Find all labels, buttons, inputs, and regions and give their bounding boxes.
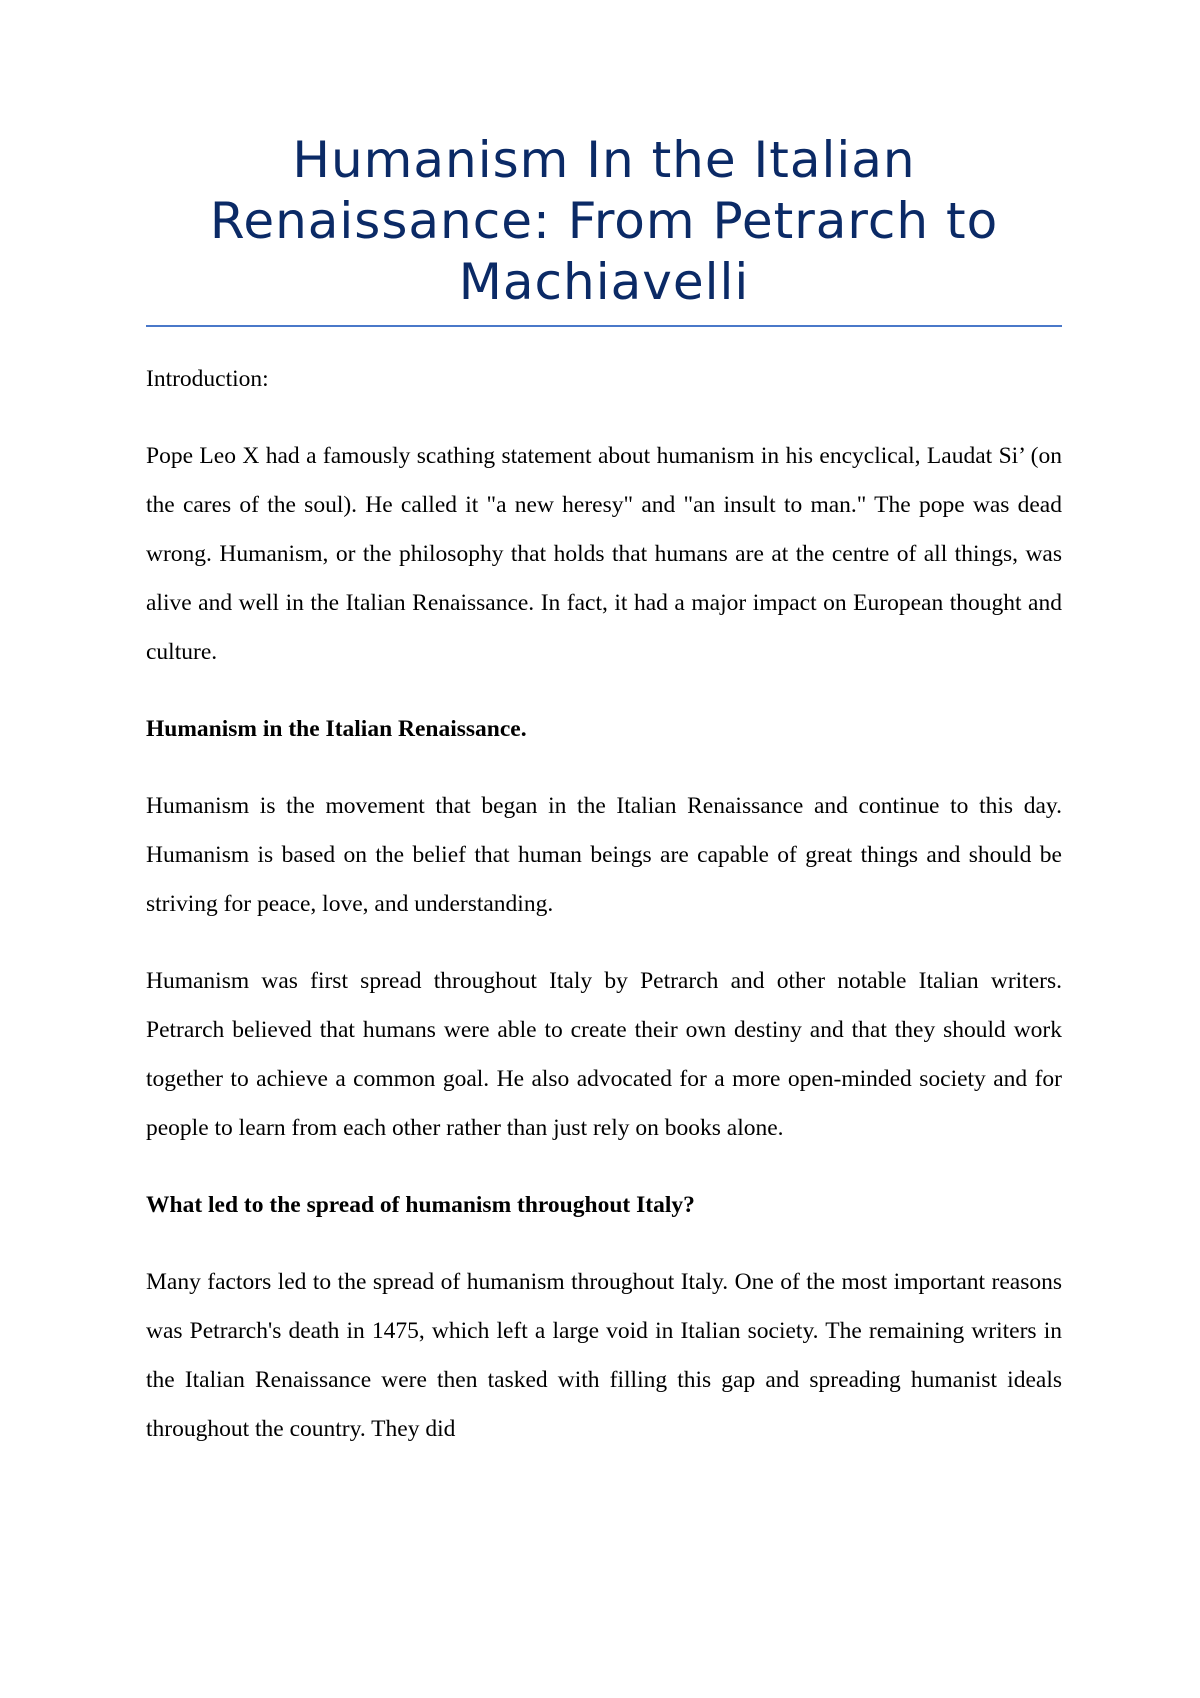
document-page [146, 130, 1062, 1454]
document-title: Humanism In the Italian Renaissance: From Petrarch to Machiavelli [209, 131, 999, 311]
section2-paragraph-1: Many factors led to the spread of humanism throughout Italy. One of the most important reasons was Petrarch's death in 1475, which left a large void in Italian society. The remaining writers in the Italian Renaissance were then tasked with filling this gap and spreading humanist ideals throughout the country. They did [146, 1269, 1062, 1442]
section1-paragraph-2: Humanism was first spread throughout Italy by Petrarch and other notable Italian writers. Petrarch believed that humans were able to create their own destiny and that they should work together to achieve a common goal. He also advocated for a more open-minded society and for people to learn from each other rather than just rely on books alone. [146, 968, 1062, 1141]
intro-paragraph: Pope Leo X had a famously scathing statement about humanism in his encyclical, Laudat Si’ (on the cares of the soul). He called it "a new heresy" and "an insult to man." The pope was dead wrong. Humanism, or the philosophy that holds that humans are at the centre of all things, was alive and well in the Italian Renaissance. In fact, it had a major impact on European thought and culture. [146, 443, 1062, 665]
intro-label: Introduction: [146, 366, 269, 392]
title-underline-rule [146, 325, 1062, 327]
section-heading-humanism: Humanism in the Italian Renaissance. [146, 716, 527, 742]
section-heading-spread: What led to the spread of humanism throughout Italy? [146, 1192, 695, 1218]
section1-paragraph-1: Humanism is the movement that began in the Italian Renaissance and continue to this day. Humanism is based on the belief that human beings are capable of great things and should be striving for peace, love, and understanding. [146, 793, 1062, 917]
